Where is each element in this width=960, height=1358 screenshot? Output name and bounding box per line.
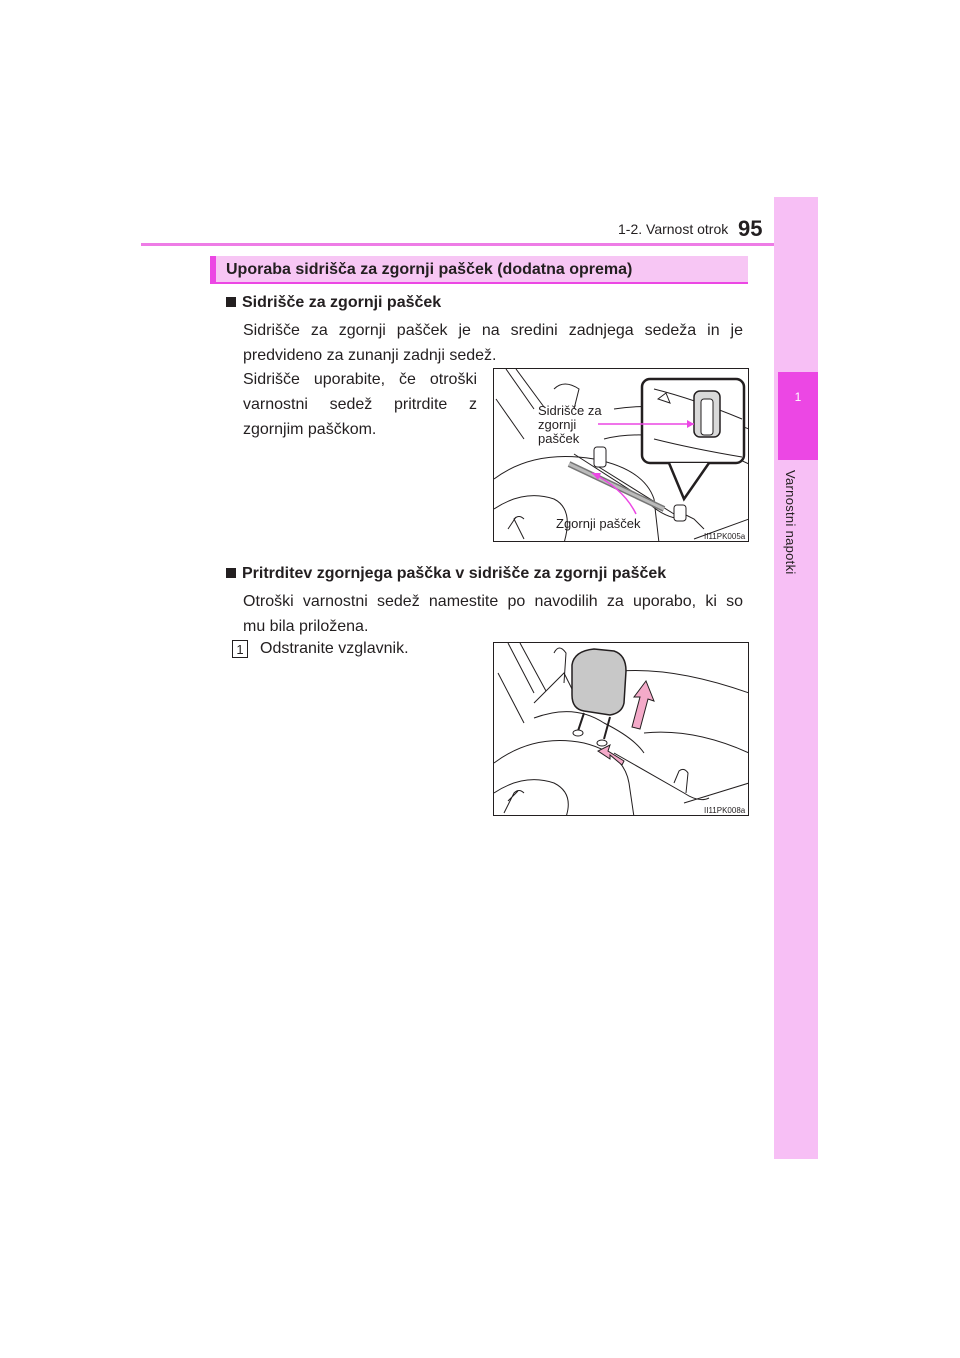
- chapter-tab: [778, 372, 818, 460]
- topic2-heading: Pritrditev zgornjega paščka v sidrišče za zgornji pašček: [242, 565, 667, 582]
- topic1-heading-row: [226, 294, 441, 312]
- topic2-heading-row: [226, 565, 666, 583]
- topic1-para2-line2: varnostni sedež pritrdite z: [243, 396, 477, 413]
- topic1-heading: Sidrišče za zgornji pašček: [242, 294, 442, 311]
- step1-text: Odstranite vzglavnik.: [260, 640, 409, 657]
- callout-anchor-line1: Sidrišče za: [538, 403, 602, 418]
- chapter-title: Varnostni napotki: [783, 470, 798, 575]
- page-number: 95: [738, 216, 763, 241]
- figure-code: II11PK008a: [704, 806, 746, 815]
- topic1-para2-line3: zgornjim paščkom.: [243, 421, 377, 438]
- topic1-para1-line2: predvideno za zunanji zadnji sedež.: [243, 347, 497, 364]
- chapter-number: 1: [794, 390, 802, 404]
- topic2-para1-line1: Otroški varnostni sedež namestite po navodilih za uporabo, ki so: [243, 593, 743, 610]
- callout-anchor-line2: zgornji: [538, 417, 577, 432]
- section-title: Uporaba sidrišča za zgornji pašček (dodatna oprema): [226, 261, 633, 278]
- topic2-para1-line2: mu bila priložena.: [243, 618, 369, 635]
- figure-code: II11PK005a: [704, 532, 746, 541]
- topic1-para2-line1: Sidrišče uporabite, če otroški: [243, 371, 477, 388]
- step-number-box: 1: [232, 640, 248, 658]
- figure-remove-headrest: [493, 642, 749, 816]
- header-section-label: 1-2. Varnost otrok: [618, 221, 729, 237]
- side-tab-strip: [774, 197, 818, 1159]
- callout-anchor-line3: pašček: [538, 431, 580, 446]
- bullet-square-icon: [226, 297, 236, 307]
- callout-top-strap: Zgornji pašček: [556, 516, 641, 531]
- topic1-para1-line1: Sidrišče za zgornji pašček je na sredini zadnjega sedeža in je: [243, 322, 743, 339]
- headrest-illustration: [494, 643, 749, 816]
- header-rule: [141, 243, 818, 246]
- bullet-square-icon: [226, 568, 236, 578]
- figure-top-tether-anchor: [493, 368, 749, 542]
